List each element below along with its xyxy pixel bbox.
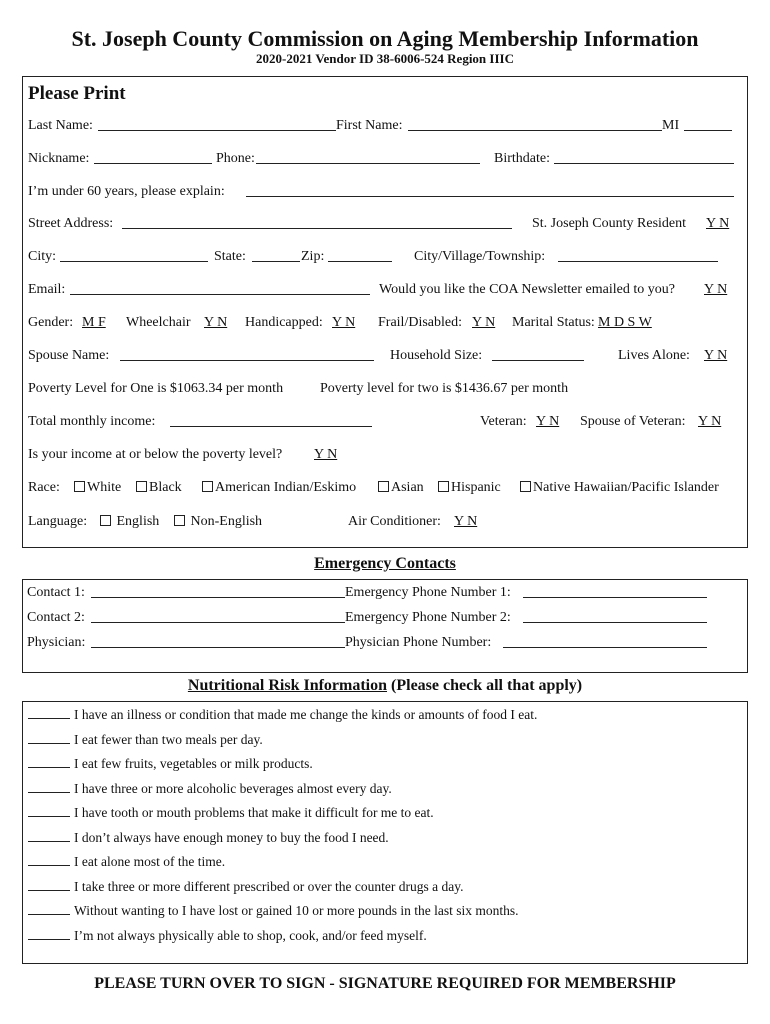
gender-options[interactable]: M F (82, 315, 106, 330)
last-name-field[interactable] (98, 117, 336, 131)
checkbox-icon (74, 481, 85, 492)
zip-label: Zip: (301, 249, 325, 264)
phone2-label: Emergency Phone Number 2: (345, 610, 511, 625)
lang-non-english-label: Non-English (190, 514, 263, 529)
member-info-box (22, 76, 748, 548)
check-blank[interactable] (28, 755, 70, 768)
phone-label: Phone: (216, 151, 255, 166)
contact1-field[interactable] (91, 584, 345, 598)
state-label: State: (214, 249, 246, 264)
poverty-row (28, 380, 739, 398)
contact1-label: Contact 1: (27, 585, 85, 600)
emergency-box (22, 579, 748, 673)
nutrition-item-text: I eat few fruits, vegetables or milk products. (74, 756, 313, 771)
income-row (28, 413, 739, 431)
city-field[interactable] (60, 248, 208, 262)
last-name-label: Last Name: (28, 118, 93, 133)
spouse-vet-label: Spouse of Veteran: (580, 414, 686, 429)
nutrition-item-text: I have three or more alcoholic beverages almost every day. (74, 781, 392, 796)
first-name-field[interactable] (408, 117, 662, 131)
nutrition-item-text: I eat alone most of the time. (74, 854, 226, 869)
language-label: Language: (28, 514, 88, 529)
please-print-heading: Please Print (28, 83, 126, 104)
lives-alone-yn[interactable]: Y N (704, 348, 728, 363)
signature-notice: PLEASE TURN OVER TO SIGN - SIGNATURE REQUIRED FOR MEMBERSHIP (94, 975, 676, 992)
contact1-row (27, 584, 739, 602)
contact-row (28, 150, 739, 168)
nutrition-item-text: I have an illness or condition that made me change the kinds or amounts of food I eat. (74, 707, 538, 722)
under60-label: I’m under 60 years, please explain: (28, 184, 225, 199)
nutrition-item-text: Without wanting to I have lost or gained 10 or more pounds in the last six months. (74, 903, 519, 918)
email-label: Email: (28, 282, 66, 297)
lang-english[interactable] (100, 513, 159, 531)
phone2-field[interactable] (523, 609, 707, 623)
poverty-one-text: Poverty Level for One is $1063.34 per month (28, 381, 284, 396)
checkbox-icon (136, 481, 147, 492)
physician-phone-label: Physician Phone Number: (345, 635, 492, 650)
income-field[interactable] (170, 413, 372, 427)
household-row (28, 347, 739, 365)
check-blank[interactable] (28, 804, 70, 817)
race-pacific-islander[interactable] (520, 479, 719, 497)
township-label: City/Village/Township: (414, 249, 546, 264)
email-field[interactable] (70, 281, 370, 295)
status-row (28, 314, 739, 332)
nutrition-item[interactable] (28, 829, 389, 847)
marital-options[interactable]: M D S W (598, 315, 652, 330)
spouse-vet-yn[interactable]: Y N (698, 414, 722, 429)
race-hispanic[interactable] (438, 479, 501, 497)
email-row (28, 281, 739, 299)
township-field[interactable] (558, 248, 718, 262)
resident-label: St. Joseph County Resident (532, 216, 687, 231)
checkbox-icon (100, 515, 111, 526)
nutrition-item[interactable] (28, 927, 427, 945)
check-blank[interactable] (28, 706, 70, 719)
race-label: Race: (28, 480, 60, 495)
newsletter-label: Would you like the COA Newsletter emailed to you? (379, 282, 675, 297)
phone1-label: Emergency Phone Number 1: (345, 585, 511, 600)
mi-field[interactable] (684, 117, 732, 131)
below-poverty-label: Is your income at or below the poverty level? (28, 447, 283, 462)
checkbox-icon (438, 481, 449, 492)
physician-row (27, 634, 739, 652)
race-pacific-islander-label: Native Hawaiian/Pacific Islander (533, 480, 719, 495)
air-yn[interactable]: Y N (454, 514, 478, 529)
nutrition-item[interactable] (28, 731, 263, 749)
city-label: City: (28, 249, 57, 264)
frail-yn[interactable]: Y N (472, 315, 496, 330)
nickname-label: Nickname: (28, 151, 90, 166)
street-label: Street Address: (28, 216, 114, 231)
race-american-indian-label: American Indian/Eskimo (215, 480, 357, 495)
physician-phone-field[interactable] (503, 634, 707, 648)
check-blank[interactable] (28, 780, 70, 793)
form-title: St. Joseph County Commission on Aging Membership Information (71, 26, 699, 51)
state-field[interactable] (252, 248, 300, 262)
newsletter-yn[interactable]: Y N (704, 282, 728, 297)
nutrition-item[interactable] (28, 780, 392, 798)
nutrition-item[interactable] (28, 878, 463, 896)
nickname-field[interactable] (94, 150, 212, 164)
nutrition-item-text: I eat fewer than two meals per day. (74, 732, 263, 747)
veteran-label: Veteran: (480, 414, 527, 429)
spouse-label: Spouse Name: (28, 348, 110, 363)
gender-label: Gender: (28, 315, 74, 330)
phone1-field[interactable] (523, 584, 707, 598)
check-blank[interactable] (28, 731, 70, 744)
check-blank[interactable] (28, 902, 70, 915)
nutrition-item-text: I have tooth or mouth problems that make it difficult for me to eat. (74, 805, 434, 820)
checkbox-icon (202, 481, 213, 492)
language-row (28, 513, 739, 531)
nutrition-item-text: I take three or more different prescribed or over the counter drugs a day. (74, 879, 464, 894)
nutrition-item[interactable] (28, 755, 313, 773)
nutrition-item[interactable] (28, 706, 537, 724)
handicapped-yn[interactable]: Y N (332, 315, 356, 330)
form-subtitle: 2020-2021 Vendor ID 38-6006-524 Region IIIC (256, 51, 514, 66)
race-american-indian[interactable] (202, 479, 356, 497)
city-row (28, 248, 739, 266)
nutrition-item-text: I don’t always have enough money to buy the food I need. (74, 830, 389, 845)
nutrition-heading (0, 677, 770, 695)
checkbox-icon (520, 481, 531, 492)
below-poverty-yn[interactable]: Y N (314, 447, 338, 462)
checkbox-icon (378, 481, 389, 492)
check-blank[interactable] (28, 829, 70, 842)
air-label: Air Conditioner: (348, 514, 441, 529)
nutrition-item[interactable] (28, 853, 225, 871)
check-blank[interactable] (28, 927, 70, 940)
birthdate-label: Birthdate: (494, 151, 550, 166)
contact2-label: Contact 2: (27, 610, 85, 625)
under60-field[interactable] (246, 183, 734, 197)
household-label: Household Size: (390, 348, 483, 363)
nutrition-box (22, 701, 748, 964)
race-black-label: Black (149, 480, 182, 495)
veteran-yn[interactable]: Y N (536, 414, 560, 429)
nutrition-item[interactable] (28, 804, 434, 822)
spouse-field[interactable] (120, 347, 374, 361)
marital-label: Marital Status: (512, 315, 595, 330)
check-blank[interactable] (28, 878, 70, 891)
wheelchair-yn[interactable]: Y N (204, 315, 228, 330)
phone-field[interactable] (256, 150, 480, 164)
frail-label: Frail/Disabled: (378, 315, 462, 330)
nutrition-item-text: I’m not always physically able to shop, cook, and/or feed myself. (74, 928, 427, 943)
race-hispanic-label: Hispanic (451, 480, 501, 495)
mi-label: MI (662, 118, 680, 133)
address-row (28, 215, 739, 233)
race-black[interactable] (136, 479, 182, 497)
checkbox-icon (174, 515, 185, 526)
race-asian[interactable] (378, 479, 424, 497)
race-row (28, 479, 739, 497)
lives-alone-label: Lives Alone: (618, 348, 690, 363)
income-label: Total monthly income: (28, 414, 156, 429)
wheelchair-label: Wheelchair (126, 315, 191, 330)
lang-english-label: English (116, 514, 160, 529)
household-field[interactable] (492, 347, 584, 361)
nutrition-item[interactable] (28, 902, 519, 920)
below-poverty-row (28, 446, 739, 464)
contact2-field[interactable] (91, 609, 345, 623)
lang-non-english[interactable] (174, 513, 262, 531)
race-white-label: White (87, 480, 122, 495)
emergency-heading: Emergency Contacts (314, 555, 456, 572)
poverty-two-text: Poverty level for two is $1436.67 per month (320, 381, 569, 396)
name-row (28, 117, 739, 135)
nutrition-heading-suffix: (Please check all that apply) (387, 677, 583, 694)
race-asian-label: Asian (391, 480, 424, 495)
under60-row (28, 183, 739, 201)
street-field[interactable] (122, 215, 512, 229)
contact2-row (27, 609, 739, 627)
zip-field[interactable] (328, 248, 392, 262)
physician-label: Physician: (27, 635, 86, 650)
race-white[interactable] (74, 479, 121, 497)
first-name-label: First Name: (336, 118, 403, 133)
check-blank[interactable] (28, 853, 70, 866)
physician-field[interactable] (91, 634, 345, 648)
birthdate-field[interactable] (554, 150, 734, 164)
resident-yn[interactable]: Y N (706, 216, 730, 231)
nutrition-heading-main: Nutritional Risk Information (187, 677, 388, 694)
handicapped-label: Handicapped: (245, 315, 323, 330)
